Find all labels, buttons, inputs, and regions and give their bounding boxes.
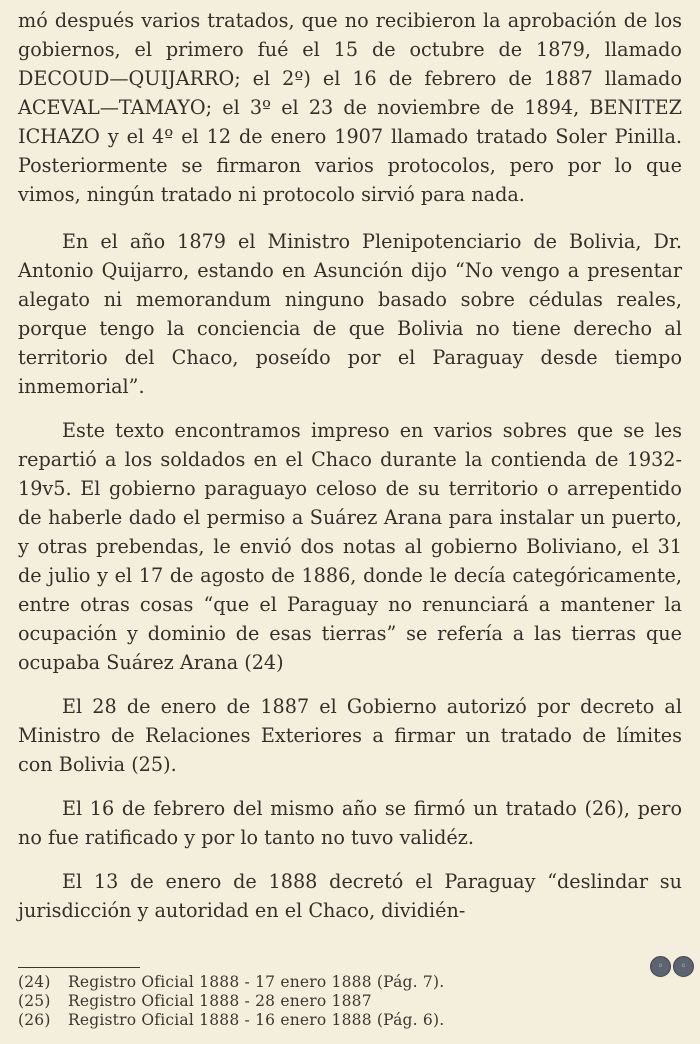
footnotes bbox=[18, 973, 444, 1030]
paragraph-4: El 28 de enero de 1887 el Gobierno autorizó por decreto al Ministro de Relaciones Exteriores a firmar un tratado de límites con Bolivia (25). bbox=[18, 695, 682, 776]
body-text bbox=[18, 6, 682, 925]
footnote-number: (25) bbox=[18, 992, 51, 1010]
paragraph-3: Este texto encontramos impreso en varios sobres que se les repartió a los soldados en el Chaco durante la contienda de 1932-19v5. El gobierno paraguayo celoso de su territorio o arrepentido de haberle dado el permiso a Suárez Arana para instalar un puerto, y otras prebendas, le envió dos notas al gobierno Boliviano, el 31 de julio y el 17 de agosto de 1886, donde le decía categóricamente, entre otras cosas “que el Paraguay no renunciará a mantener la ocupación y dominio de esas tierras” se refería a las tierras que ocupaba Suárez Arana (24) bbox=[18, 419, 682, 674]
paragraph-6: El 13 de enero de 1888 decretó el Paraguay “deslindar su jurisdicción y autoridad en el Chaco, dividién- bbox=[18, 870, 682, 922]
footnote-25 bbox=[18, 992, 444, 1011]
footnote-26 bbox=[18, 1011, 444, 1030]
page-icons bbox=[650, 956, 694, 977]
footnote-number: (24) bbox=[18, 973, 51, 991]
circle-icon: ◦ bbox=[673, 956, 694, 977]
paragraph-1: mó después varios tratados, que no recibieron la aprobación de los gobiernos, el primero fué el 15 de octubre de 1879, llamado DECOUD—QUIJARRO; el 2º) el 16 de febrero de 1887 llamado ACEVAL—TAMAYO; el 3º el 23 de noviembre de 1894, BENITEZ ICHAZO y el 4º el 12 de enero 1907 llamado tratado Soler Pinilla. Posteriormente se firmaron varios protocolos, pero por lo que vimos, ningún tratado ni protocolo sirvió para nada. bbox=[18, 9, 682, 206]
footnote-text: Registro Oficial 1888 - 17 enero 1888 (Pág. 7). bbox=[68, 973, 445, 991]
footnote-number: (26) bbox=[18, 1011, 51, 1029]
footnote-24 bbox=[18, 973, 444, 992]
footnote-text: Registro Oficial 1888 - 16 enero 1888 (Pág. 6). bbox=[68, 1011, 445, 1029]
footnote-text: Registro Oficial 1888 - 28 enero 1887 bbox=[68, 992, 372, 1010]
circle-icon: ◦ bbox=[650, 956, 671, 977]
paragraph-5: El 16 de febrero del mismo año se firmó un tratado (26), pero no fue ratificado y por lo tanto no tuvo validéz. bbox=[18, 797, 682, 849]
footnote-divider bbox=[18, 967, 140, 968]
paragraph-2: En el año 1879 el Ministro Plenipotenciario de Bolivia, Dr. Antonio Quijarro, estando en Asunción dijo “No vengo a presentar alegato ni memorandum ninguno basado sobre cédulas reales, porque tengo la conciencia de que Bolivia no tiene derecho al territorio del Chaco, poseído por el Paraguay desde tiempo inmemorial”. bbox=[18, 230, 682, 398]
